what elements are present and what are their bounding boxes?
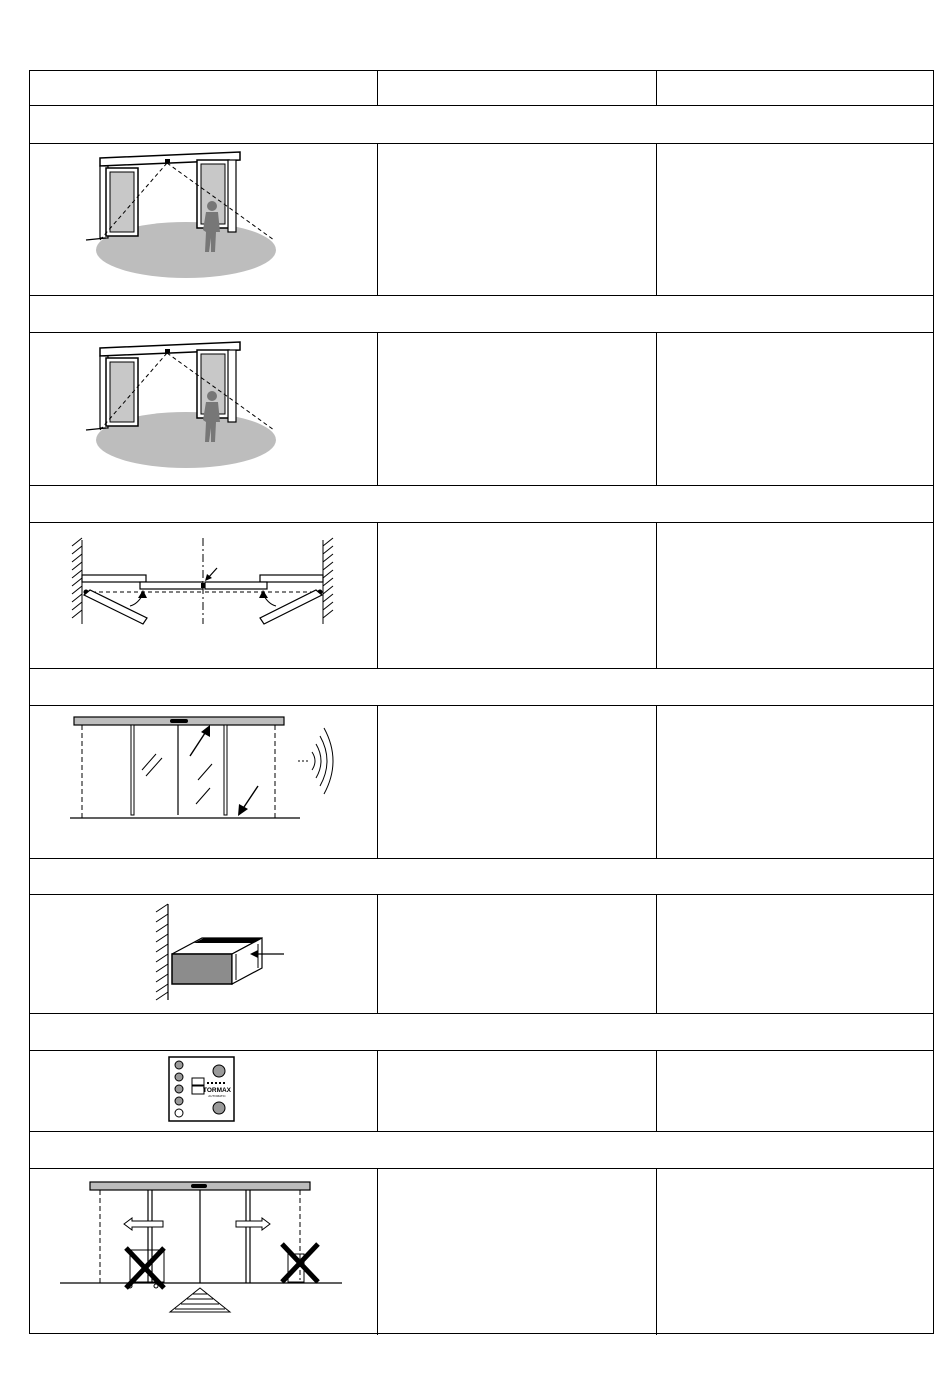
description-cell xyxy=(377,1168,656,1335)
remark-cell xyxy=(656,1050,935,1131)
section-title xyxy=(30,295,935,332)
section-title xyxy=(30,668,935,705)
header-cell-2 xyxy=(377,71,656,105)
header-cell-1 xyxy=(30,71,377,105)
control-panel-display-buttons-icon xyxy=(168,1056,236,1123)
section-title xyxy=(30,1013,935,1050)
section-title xyxy=(30,1131,935,1168)
section-title xyxy=(30,485,935,522)
sensor-detection-area-person-walking-toward-door-icon xyxy=(80,146,300,281)
remark-cell xyxy=(656,143,935,295)
description-cell xyxy=(377,332,656,485)
door-leaf-top-view-swing-breakout-icon xyxy=(68,538,340,626)
description-cell xyxy=(377,705,656,858)
drive-unit-wall-mount-icon xyxy=(150,902,290,1002)
description-cell xyxy=(377,894,656,1013)
section-title xyxy=(30,105,935,143)
sensor-detection-area-person-walking-away-icon xyxy=(80,336,300,471)
door-opening-obstruction-warning-icon xyxy=(60,1180,350,1318)
control-panel-brand-label: TORMAX xyxy=(202,1087,232,1094)
description-cell xyxy=(377,522,656,668)
section-title xyxy=(30,858,935,894)
sliding-door-glass-panels-radio-signal-icon xyxy=(70,714,342,824)
description-cell xyxy=(377,143,656,295)
description-cell xyxy=(377,1050,656,1131)
remark-cell xyxy=(656,1168,935,1335)
remark-cell xyxy=(656,894,935,1013)
header-cell-3 xyxy=(656,71,935,105)
remark-cell xyxy=(656,332,935,485)
control-panel-sub-label: AUTOMATIC xyxy=(208,1094,226,1098)
remark-cell xyxy=(656,522,935,668)
remark-cell xyxy=(656,705,935,858)
